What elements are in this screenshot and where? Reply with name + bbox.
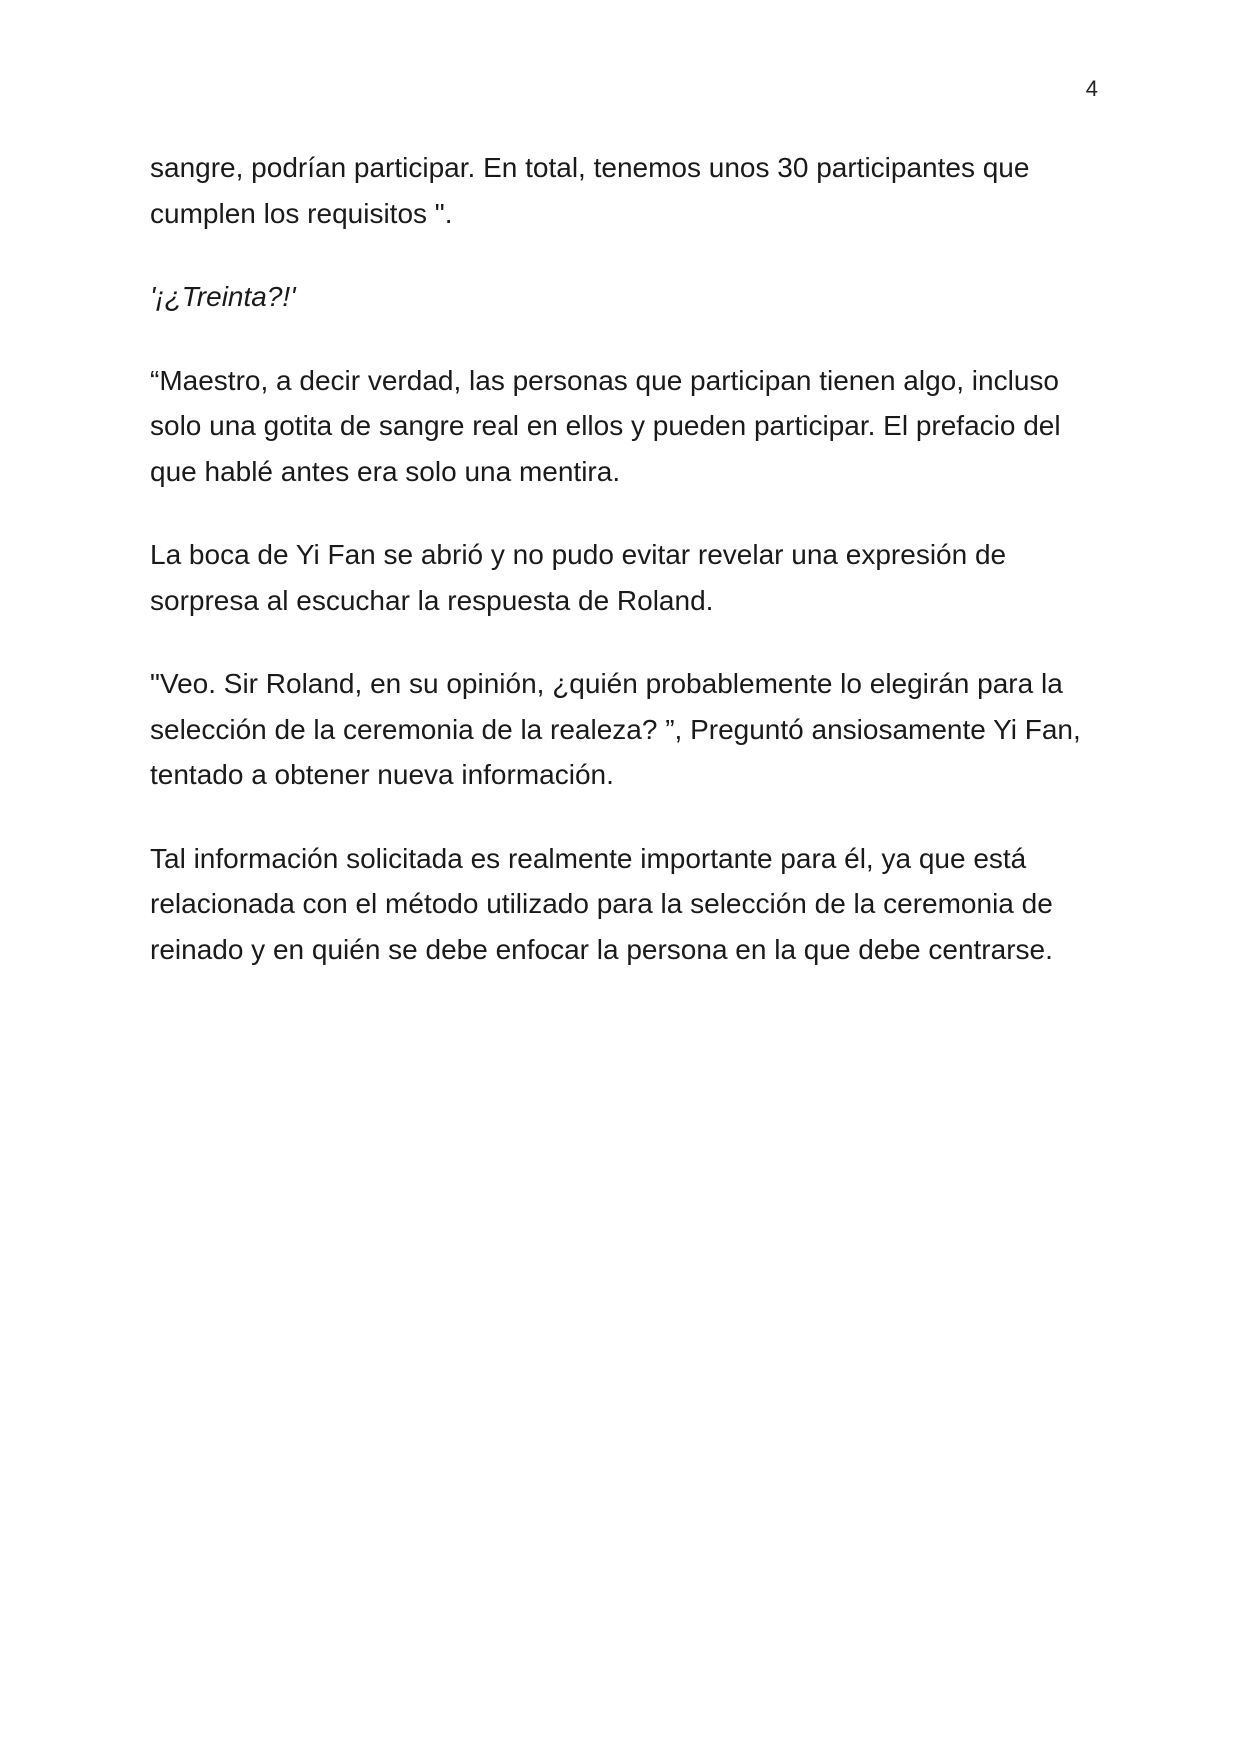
paragraph-5: "Veo. Sir Roland, en su opinión, ¿quién probablemente lo elegirán para la selección de la ceremonia de la realeza? ”, Preguntó ansiosamente Yi Fan, tentado a obtener nueva información. bbox=[150, 668, 1081, 790]
paragraph-4: La boca de Yi Fan se abrió y no pudo evitar revelar una expresión de sorpresa al escuchar la respuesta de Roland. bbox=[150, 539, 1007, 616]
paragraph-3: “Maestro, a decir verdad, las personas que participan tienen algo, incluso solo una gotita de sangre real en ellos y pueden participar. El prefacio del que hablé antes era solo una mentira. bbox=[150, 364, 1061, 487]
document-body bbox=[150, 145, 1100, 1010]
paragraph-6: Tal información solicitada es realmente importante para él, ya que está relacionada con el método utilizado para la selección de la ceremonia de reinado y en quién se debe enfocar la persona en la que debe centrarse. bbox=[150, 842, 1053, 965]
paragraph-2-thought: '¡¿Treinta?!' bbox=[150, 281, 296, 312]
paragraph-1: sangre, podrían participar. En total, tenemos unos 30 participantes que cumplen los requisitos ". bbox=[150, 152, 1030, 229]
page-number: 4 bbox=[1085, 76, 1098, 101]
